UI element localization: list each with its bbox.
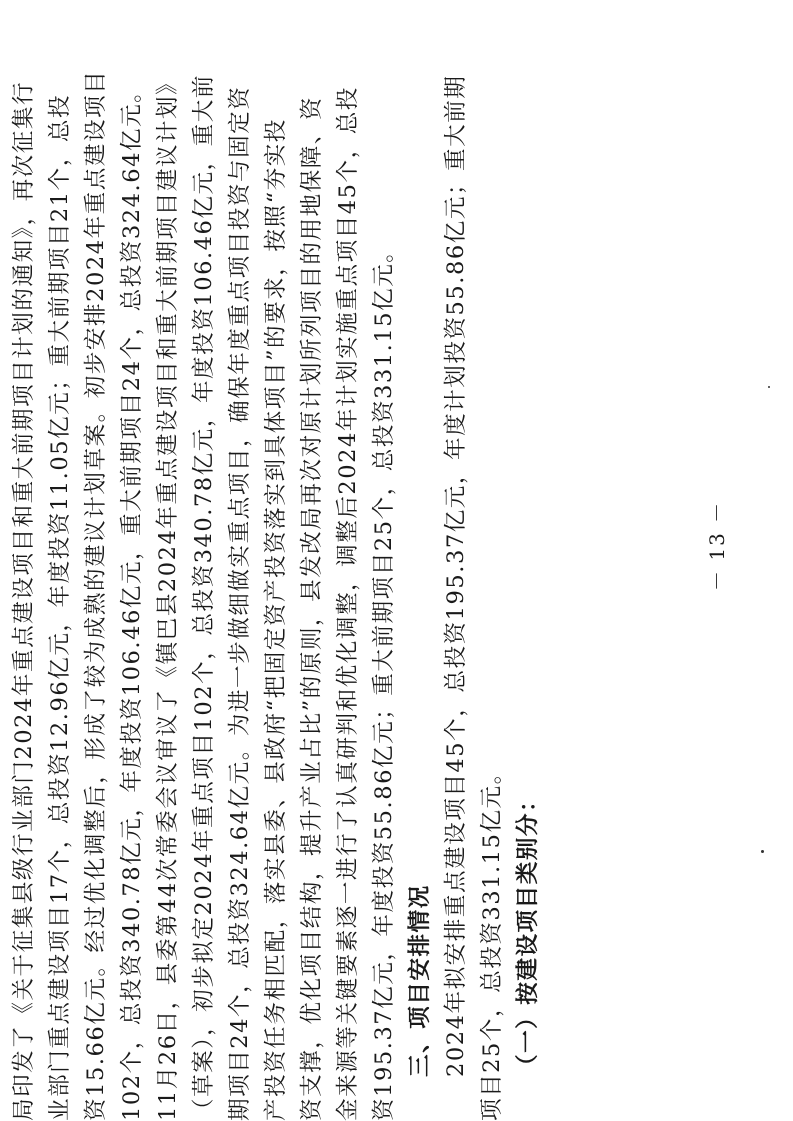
page-number: － 13 －	[705, 500, 729, 591]
body-line-7: 期项目24个，总投资324.64亿元。为进一步做细做实重点项目，确保年度重点项目投资与固定资	[227, 85, 253, 1121]
section-heading-project-arrangement: 三、项目安排情况	[407, 884, 433, 1077]
body-line-5: 11月26日，县委第44次常委会议审议了《镇巴县2024年重点建设项目和重大前期项目建议计划》	[155, 70, 181, 1121]
body-line-3: 资15.66亿元。经过优化调整后，形成了较为成熟的建议计划草案。初步安排2024年重点建设项目	[83, 69, 109, 1121]
body-line-11: 资195.37亿元，年度投资55.86亿元；重大前期项目25个，总投资331.15亿元。	[371, 238, 397, 1121]
body-line-4: 102个，总投资340.78亿元，年度投资106.46亿元，重大前期项目24个，总投资324.64亿元。	[119, 78, 145, 1121]
scan-speck	[761, 850, 764, 853]
body-line-10: 金来源等关键要素逐一进行了认真研判和优化调整，调整后2024年计划实施重点项目45个，总投	[335, 86, 361, 1121]
scan-speck	[768, 386, 770, 388]
body-line-1: 局印发了《关于征集县级行业部门2024年重点建设项目和重大前期项目计划的通知》，再次征集行	[11, 80, 37, 1121]
subsection-heading-by-category: （一）按建设项目类别分：	[515, 787, 541, 1077]
body-line-8: 产投资任务相匹配，落实县委、县政府“把固定资产投资落实到具体项目”的要求，按照“夯实投	[263, 118, 289, 1121]
body-line-13: 2024年拟安排重点建设项目45个，总投资195.37亿元，年度计划投资55.86亿元；重大前期	[443, 74, 469, 1077]
body-line-6: （草案），初步拟定2024年重点项目102个，总投资340.78亿元，年度投资106.46亿元，重大前	[191, 74, 217, 1121]
body-line-2: 业部门重点建设项目17个，总投资12.96亿元，年度投资11.05亿元；重大前期项目21个，总投	[47, 93, 73, 1121]
body-line-9: 资支撑，优化项目结构，提升产业占比”的原则，县发改局再次对原计划所列项目的用地保障、资	[299, 96, 325, 1121]
body-line-14: 项目25个，总投资331.15亿元。	[479, 760, 505, 1121]
